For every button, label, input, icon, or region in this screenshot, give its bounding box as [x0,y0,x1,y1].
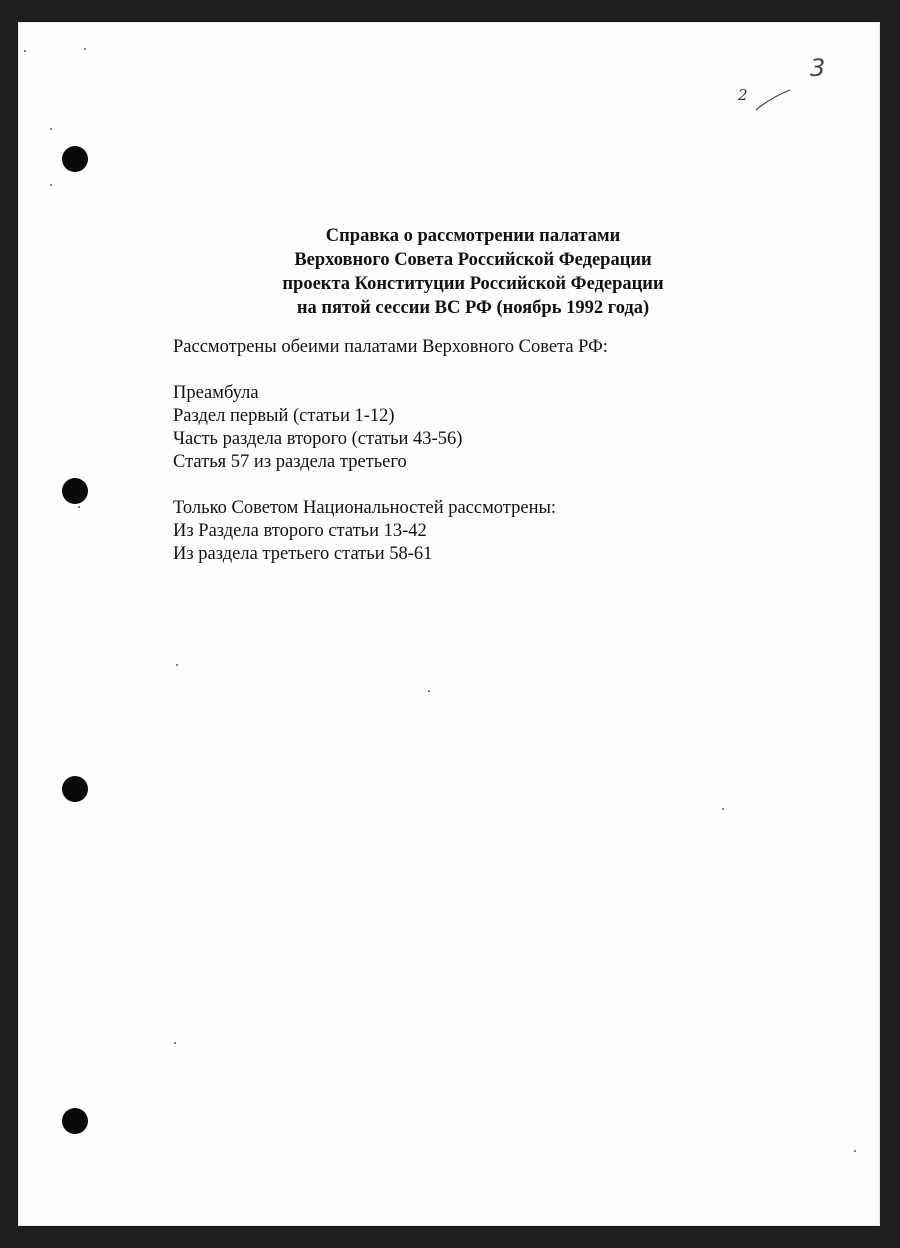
pencil-stroke-mark [750,84,794,114]
list-item: Преамбула [173,383,259,403]
scan-speck [50,128,52,130]
scan-speck [174,1042,176,1044]
punch-hole-2 [62,478,88,504]
intro-line: Рассмотрены обеими палатами Верховного Совета РФ: [173,337,608,357]
document-page [18,22,880,1226]
scan-speck [428,690,430,692]
title-line-4: на пятой сессии ВС РФ (ноябрь 1992 года) [296,298,650,318]
punch-hole-4 [62,1108,88,1134]
scan-speck [84,48,86,50]
document-body [173,336,813,566]
scan-speck [24,50,26,52]
punch-hole-3 [62,776,88,802]
scan-speck [78,506,80,508]
paragraph-gap [173,474,813,497]
scan-speck [50,184,52,186]
nationalities-heading: Только Советом Национальностей рассмотрены: [173,498,557,518]
scan-speck [176,664,178,666]
list-item: Из Раздела второго статьи 13-42 [173,521,427,541]
handwritten-page-number: 3 [810,54,826,82]
list-item: Часть раздела второго (статьи 43-56) [173,429,463,449]
title-line-1: Справка о рассмотрении палатами [325,226,621,246]
paragraph-gap [173,359,813,382]
title-line-2: Верховного Совета Российской Федерации [294,250,652,270]
document-title [188,224,758,320]
list-item: Статья 57 из раздела третьего [173,452,407,472]
list-item: Из раздела третьего статьи 58-61 [173,544,433,564]
title-line-3: проекта Конституции Российской Федерации [282,274,664,294]
punch-hole-1 [62,146,88,172]
scan-speck [722,808,724,810]
list-item: Раздел первый (статьи 1-12) [173,406,395,426]
scan-speck [854,1150,856,1152]
stamped-page-number: 2 [738,86,748,104]
